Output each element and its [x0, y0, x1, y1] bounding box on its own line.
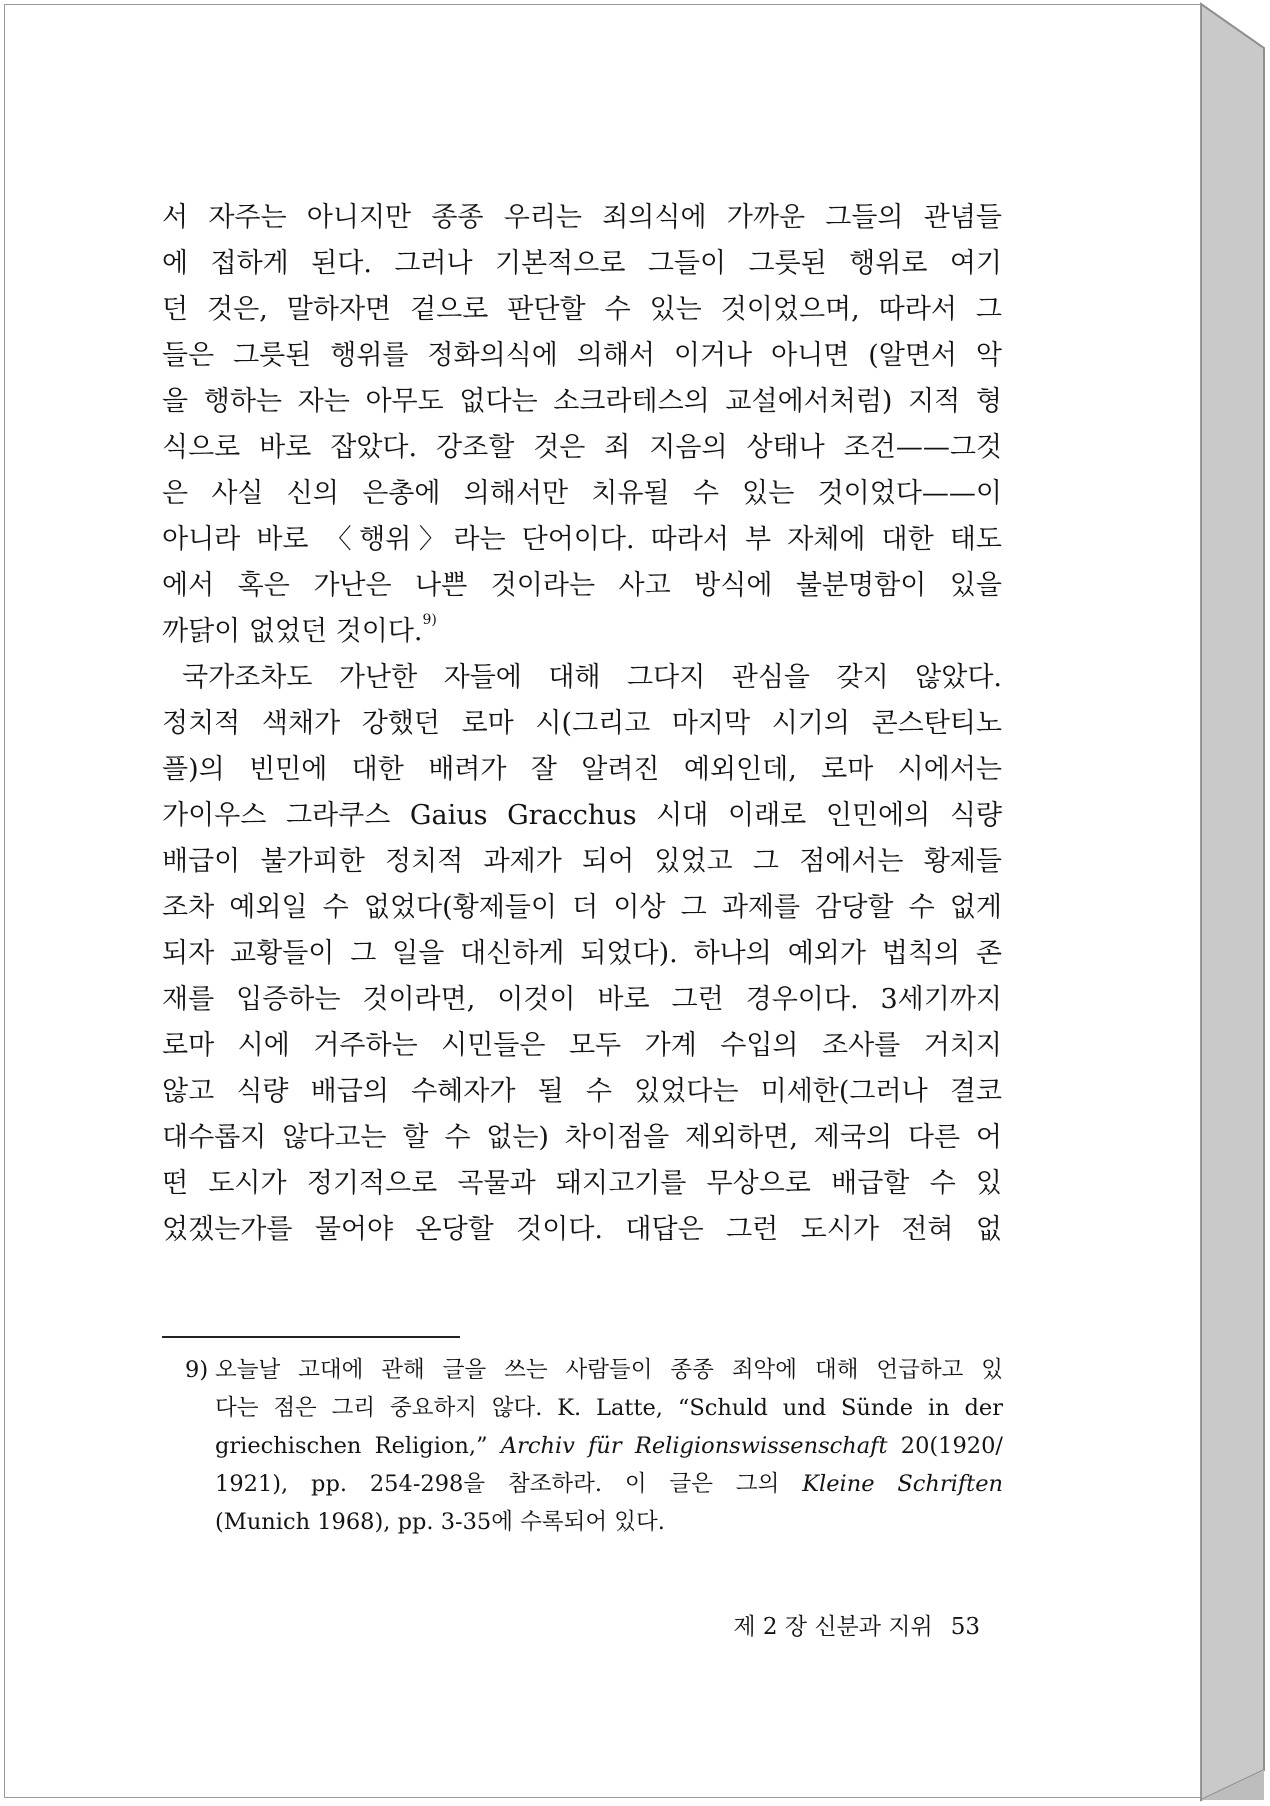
text-line: 까닭이 없었던 것이다. — [162, 616, 423, 647]
page-number: 53 — [950, 1614, 980, 1640]
text-line: 었겠는가를 물어야 온당할 것이다. 대답은 그런 도시가 전혀 없 — [162, 1214, 1002, 1245]
text-line: 아니라 바로 〈행위〉라는 단어이다. 따라서 부 자체에 대한 태도 — [162, 524, 1002, 555]
text-line: 조차 예외일 수 없었다(황제들이 더 이상 그 과제를 감당할 수 없게 — [162, 892, 1002, 923]
footnote-text: 오늘날 고대에 관해 글을 쓰는 사람들이 종종 죄악에 대해 언급하고 있 — [215, 1357, 1003, 1383]
text-line: 서 자주는 아니지만 종종 우리는 죄의식에 가까운 그들의 관념들 — [162, 202, 1002, 233]
text-line: 되자 교황들이 그 일을 대신하게 되었다). 하나의 예외가 법칙의 존 — [162, 938, 1002, 969]
text-line: 정치적 색채가 강했던 로마 시(그리고 마지막 시기의 콘스탄티노 — [162, 708, 1002, 739]
text-line: 을 행하는 자는 아무도 없다는 소크라테스의 교설에서처럼) 지적 형 — [162, 386, 1002, 417]
text-line: 에 접하게 된다. 그러나 기본적으로 그들이 그릇된 행위로 여기 — [162, 248, 1002, 279]
footnote-line: 다는 점은 그리 중요하지 않다. K. Latte, “Schuld und Sünde in der — [215, 1395, 1003, 1421]
text-line: 에서 혹은 가난은 나쁜 것이라는 사고 방식에 불분명함이 있을 — [162, 570, 1002, 601]
running-footer — [690, 1608, 980, 1641]
text-line: 않고 식량 배급의 수혜자가 될 수 있었다는 미세한(그러나 결코 — [162, 1076, 1002, 1107]
text-line: 플)의 빈민에 대한 배려가 잘 알려진 예외인데, 로마 시에서는 — [162, 754, 1002, 785]
journal-title: Archiv für Religionswissenschaft — [500, 1433, 888, 1459]
text-line-with-footnote — [162, 609, 1002, 655]
footnote-line — [185, 1465, 1003, 1503]
footnote-line — [185, 1351, 1003, 1389]
text-line: 대수롭지 않다고는 할 수 없는) 차이점을 제외하면, 제국의 다른 어 — [162, 1122, 1002, 1153]
paragraph-first-line: 국가조차도 가난한 자들에 대해 그다지 관심을 갖지 않았다. — [182, 662, 1002, 693]
footnote-block — [185, 1351, 1003, 1541]
chapter-title: 제 2 장 신분과 지위 — [733, 1614, 933, 1640]
footnote-reference: 9) — [422, 612, 437, 628]
text-line: 배급이 불가피한 정치적 과제가 되어 있었고 그 점에서는 황제들 — [162, 846, 1002, 877]
text-line: 은 사실 신의 은총에 의해서만 치유될 수 있는 것이었다——이 — [162, 478, 1002, 509]
text-line: 떤 도시가 정기적으로 곡물과 돼지고기를 무상으로 배급할 수 있 — [162, 1168, 1002, 1199]
text-line: 재를 입증하는 것이라면, 이것이 바로 그런 경우이다. 3세기까지 — [162, 984, 1002, 1015]
footnote-line: (Munich 1968), pp. 3-35에 수록되어 있다. — [215, 1509, 665, 1535]
footnote-text: 1921), pp. 254-298을 참조하라. 이 글은 그의 — [215, 1471, 780, 1497]
footnote-number: 9) — [185, 1357, 209, 1383]
footnote-divider — [162, 1336, 460, 1338]
main-text-block — [162, 195, 1002, 1253]
footnote-text: 20(1920/ — [900, 1433, 1004, 1459]
text-line: 가이우스 그라쿠스 Gaius Gracchus 시대 이래로 인민에의 식량 — [162, 800, 1002, 831]
footnote-line — [185, 1427, 1003, 1465]
text-line: 던 것은, 말하자면 겉으로 판단할 수 있는 것이었으며, 따라서 그 — [162, 294, 1002, 325]
text-line: 식으로 바로 잡았다. 강조할 것은 죄 지음의 상태나 조건——그것 — [162, 432, 1002, 463]
text-line: 로마 시에 거주하는 시민들은 모두 가계 수입의 조사를 거치지 — [162, 1030, 1002, 1061]
text-line: 들은 그릇된 행위를 정화의식에 의해서 이거나 아니면 (알면서 악 — [162, 340, 1002, 371]
book-title: Kleine Schriften — [802, 1471, 1004, 1497]
footnote-text: griechischen Religion,” — [215, 1433, 488, 1459]
